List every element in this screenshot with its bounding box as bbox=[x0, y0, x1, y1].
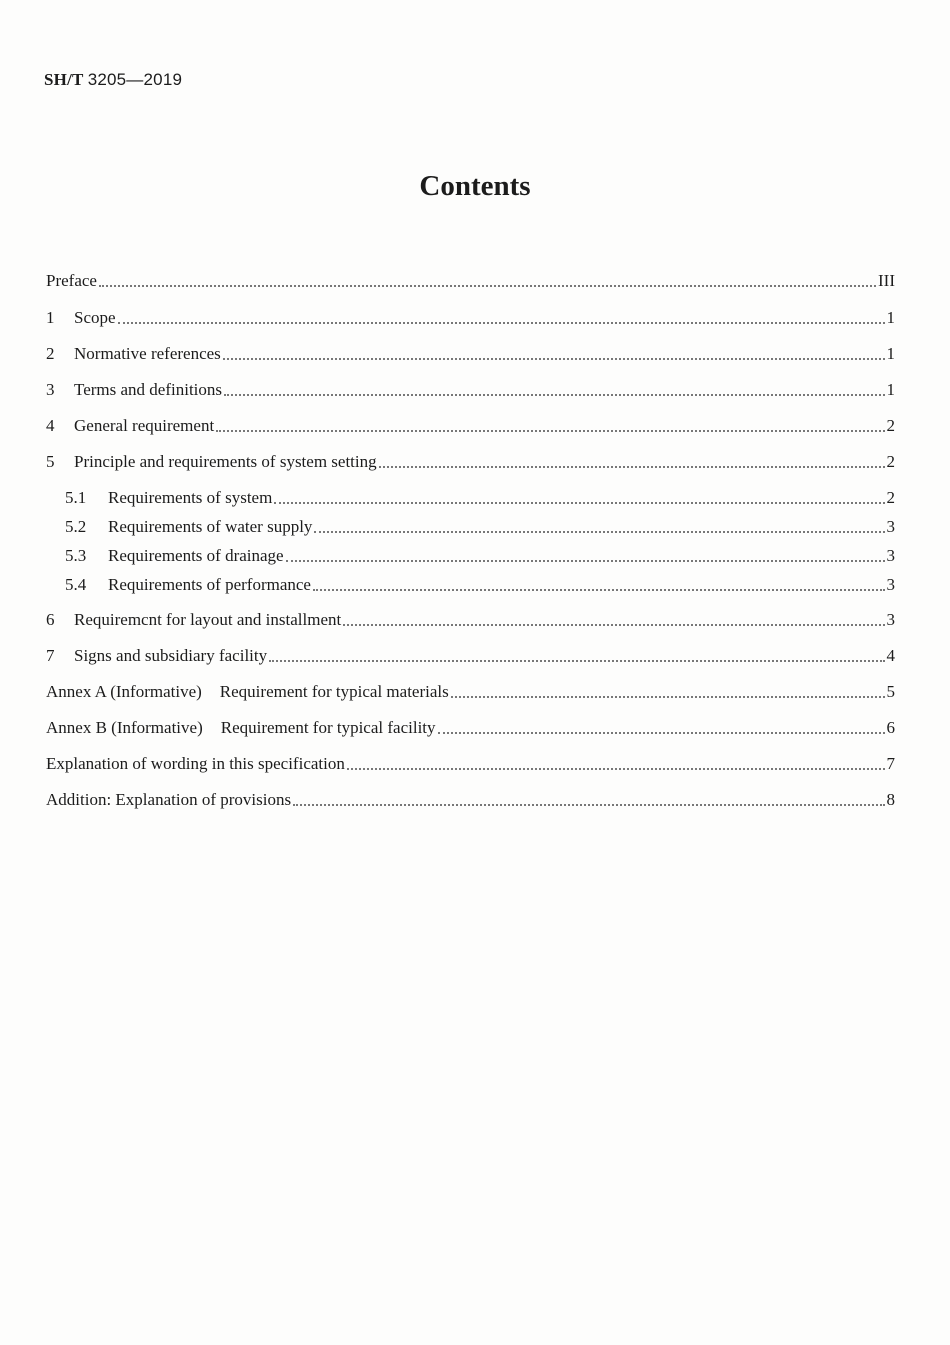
toc-entry-5-2[interactable] bbox=[65, 516, 895, 538]
leader-dots bbox=[118, 322, 885, 324]
leader-dots bbox=[286, 560, 885, 562]
toc-entry-page: 7 bbox=[886, 754, 895, 773]
toc-entry-label: Requirements of drainage bbox=[108, 546, 284, 565]
toc-entry-number: 5.4 bbox=[65, 575, 87, 594]
toc-entry-page: 2 bbox=[886, 488, 895, 507]
toc-entry-7[interactable] bbox=[46, 645, 895, 667]
toc-entry-number: 3 bbox=[46, 380, 55, 399]
toc-entry-number: 5.1 bbox=[65, 488, 87, 507]
toc-entry-page: 3 bbox=[886, 546, 895, 565]
toc-entry-page: 5 bbox=[886, 682, 895, 701]
toc-entry-label: Requirements of system bbox=[108, 488, 273, 507]
toc-entry-label: Principle and requirements of system setting bbox=[74, 452, 377, 471]
toc-entry-6[interactable] bbox=[46, 609, 895, 631]
toc-entry-number: 2 bbox=[46, 344, 55, 363]
toc-entry-page: 4 bbox=[886, 646, 895, 665]
leader-dots bbox=[293, 804, 884, 806]
leader-dots bbox=[274, 502, 884, 504]
toc-entry-label: Requirement for typical materials bbox=[219, 682, 449, 701]
toc-entry-page: 6 bbox=[886, 718, 895, 737]
toc-entry-page: 1 bbox=[886, 308, 895, 327]
toc-entry-label: Normative references bbox=[74, 344, 221, 363]
document-code-number: 3205—2019 bbox=[87, 70, 183, 89]
toc-entry-preface[interactable] bbox=[46, 270, 895, 292]
toc-entry-1[interactable] bbox=[46, 307, 895, 329]
toc-entry-5-3[interactable] bbox=[65, 545, 895, 567]
leader-dots bbox=[347, 768, 885, 770]
toc-entry-number: 6 bbox=[46, 610, 55, 629]
toc-entry-annex-b[interactable] bbox=[46, 717, 895, 739]
toc-entry-page: 3 bbox=[886, 517, 895, 536]
toc-entry-annex: Annex B (Informative) bbox=[46, 718, 203, 737]
toc-entry-annex: Annex A (Informative) bbox=[46, 682, 202, 701]
leader-dots bbox=[223, 358, 885, 360]
toc-entry-3[interactable] bbox=[46, 379, 895, 401]
toc-entry-label: Addition: Explanation of provisions bbox=[46, 790, 292, 809]
toc-entry-page: 1 bbox=[886, 344, 895, 363]
toc-entry-explanation-of-provisions[interactable] bbox=[46, 789, 895, 811]
leader-dots bbox=[451, 696, 885, 698]
toc-entry-label: Requirements of water supply bbox=[108, 517, 313, 536]
leader-dots bbox=[216, 430, 884, 432]
toc-entry-page: 1 bbox=[886, 380, 895, 399]
toc-entry-number: 4 bbox=[46, 416, 55, 435]
toc-entry-label: Requiremcnt for layout and installment bbox=[74, 610, 342, 629]
leader-dots bbox=[313, 589, 885, 591]
toc-entry-number: 5.2 bbox=[65, 517, 87, 536]
toc-entry-label: Explanation of wording in this specification bbox=[46, 754, 345, 773]
leader-dots bbox=[438, 732, 885, 734]
toc-entry-5-4[interactable] bbox=[65, 574, 895, 596]
toc-entry-page: 2 bbox=[886, 452, 895, 471]
toc-entry-label: Signs and subsidiary facility bbox=[74, 646, 268, 665]
toc-entry-2[interactable] bbox=[46, 343, 895, 365]
leader-dots bbox=[379, 466, 885, 468]
toc-entry-page: III bbox=[878, 271, 895, 290]
toc-entry-label: Terms and definitions bbox=[74, 380, 223, 399]
leader-dots bbox=[224, 394, 884, 396]
toc-entry-label: Requirement for typical facility bbox=[220, 718, 436, 737]
toc-entry-number: 7 bbox=[46, 646, 55, 665]
toc-entry-number: 1 bbox=[46, 308, 55, 327]
toc-entry-number: 5 bbox=[46, 452, 55, 471]
toc-entry-4[interactable] bbox=[46, 415, 895, 437]
leader-dots bbox=[269, 660, 884, 662]
toc-entry-annex-a[interactable] bbox=[46, 681, 895, 703]
leader-dots bbox=[99, 285, 876, 287]
document-code bbox=[44, 70, 182, 90]
page-title: Contents bbox=[419, 170, 531, 202]
leader-dots bbox=[314, 531, 884, 533]
toc-entry-label: Preface bbox=[46, 271, 97, 290]
toc-entry-page: 8 bbox=[886, 790, 895, 809]
toc-entry-5-1[interactable] bbox=[65, 487, 895, 509]
toc-entry-label: Scope bbox=[74, 308, 116, 327]
toc-entry-explanation-of-wording[interactable] bbox=[46, 753, 895, 775]
toc-entry-label: General requirement bbox=[74, 416, 215, 435]
toc-entry-label: Requirements of performance bbox=[108, 575, 311, 594]
toc-entry-page: 3 bbox=[886, 575, 895, 594]
document-code-prefix: SH/T bbox=[44, 70, 84, 89]
toc-entry-5[interactable] bbox=[46, 451, 895, 473]
toc-entry-page: 3 bbox=[886, 610, 895, 629]
toc-entry-page: 2 bbox=[886, 416, 895, 435]
toc-entry-number: 5.3 bbox=[65, 546, 87, 565]
leader-dots bbox=[343, 624, 884, 626]
